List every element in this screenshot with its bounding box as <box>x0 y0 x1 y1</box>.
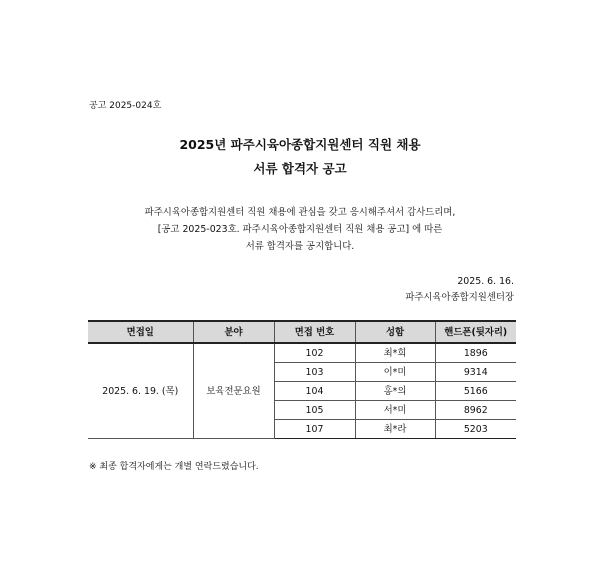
header-phone: 핸드폰(뒷자리) <box>435 321 516 343</box>
interview-number-cell: 107 <box>274 420 355 439</box>
page-subtitle: 서류 합격자 공고 <box>253 161 347 176</box>
field-cell: 보육전문요원 <box>193 343 274 439</box>
name-cell: 최*라 <box>355 420 435 439</box>
document-number: 공고 2025-024호 <box>89 101 162 111</box>
name-cell: 이*미 <box>355 363 435 382</box>
phone-cell: 9314 <box>435 363 516 382</box>
intro-line-3: 서류 합격자를 공지합니다. <box>245 241 355 252</box>
interview-number-cell: 103 <box>274 363 355 382</box>
header-interview-number: 면접 번호 <box>274 321 355 343</box>
intro-line-1: 파주시육아종합지원센터 직원 채용에 관심을 갖고 응시해주셔서 감사드리며, <box>144 207 456 218</box>
phone-cell: 5203 <box>435 420 516 439</box>
signer-name: 파주시육아종합지원센터장 <box>405 292 514 303</box>
name-cell: 홍*의 <box>355 382 435 401</box>
announcement-date: 2025. 6. 16. <box>457 276 514 287</box>
header-name: 성함 <box>355 321 435 343</box>
interview-number-cell: 102 <box>274 343 355 363</box>
phone-cell: 8962 <box>435 401 516 420</box>
name-cell: 최*희 <box>355 343 435 363</box>
interview-date-cell: 2025. 6. 19. (목) <box>88 343 193 439</box>
phone-cell: 1896 <box>435 343 516 363</box>
intro-line-2: [공고 2025-023호. 파주시육아종합지원센터 직원 채용 공고] 에 따른 <box>157 224 443 235</box>
interview-number-cell: 104 <box>274 382 355 401</box>
page-title: 2025년 파주시육아종합지원센터 직원 채용 <box>179 137 421 152</box>
interview-number-cell: 105 <box>274 401 355 420</box>
footnote: ※ 최종 합격자에게는 개별 연락드렸습니다. <box>89 462 259 472</box>
phone-cell: 5166 <box>435 382 516 401</box>
table-header-row <box>88 321 516 343</box>
results-table <box>88 320 516 439</box>
name-cell: 서*미 <box>355 401 435 420</box>
header-interview-date: 면접일 <box>88 321 193 343</box>
header-field: 분야 <box>193 321 274 343</box>
table-row <box>88 343 516 363</box>
